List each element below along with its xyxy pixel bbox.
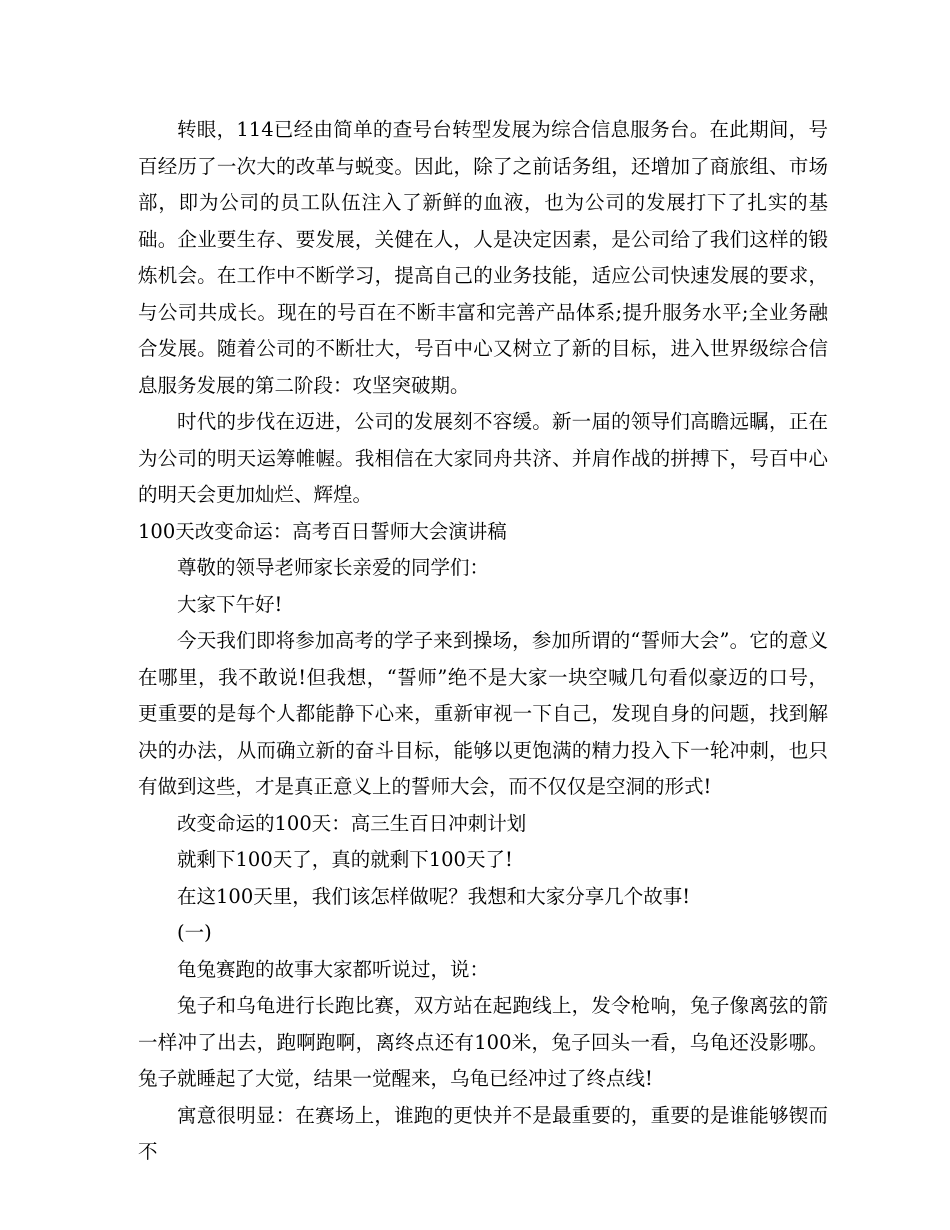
paragraph-100-days-left: 就剩下100天了，真的就剩下100天了! [177, 848, 513, 871]
paragraph-tortoise-hare-intro: 龟兔赛跑的故事大家都听说过，说： [177, 957, 490, 981]
paragraph-company-future: 时代的步伐在迈进，公司的发展刻不容缓。新一届的领导们高瞻远瞩，正在为公司的明天运筹帷幄。我相信在大家同舟共济、并肩作战的拼搏下，号百中心的明天会更加灿烂、辉煌。 [138, 410, 828, 506]
speech-salutation: 尊敬的领导老师家长亲爱的同学们： [177, 556, 490, 579]
paragraph-company-transformation: 转眼，114已经由简单的查号台转型发展为综合信息服务台。在此期间，号百经历了一次大的改革与蜕变。因此，除了之前话务组，还增加了商旅组、市场部，即为公司的员工队伍注入了新鲜的血液，也为公司的发展打下了扎实的基础。企业要生存、要发展，关健在人，人是决定因素，是公司给了我们这样的锻炼机会。在工作中不断学习，提高自己的业务技能，适应公司快速发展的要求，与公司共成长。现在的号百在不断丰富和完善产品体系;提升服务水平;全业务融合发展。随着公司的不断壮大，号百中心又树立了新的目标，进入世界级综合信息服务发展的第二阶段：攻坚突破期。 [138, 118, 828, 397]
paragraph-moral: 寓意很明显：在赛场上，谁跑的更快并不是最重要的，重要的是谁能够锲而不 [138, 1103, 828, 1163]
paragraph-share-stories: 在这100天里，我们该怎样做呢？我想和大家分享几个故事! [177, 884, 691, 908]
subheading-100-day-plan: 改变命运的100天：高三生百日冲刺计划 [177, 811, 527, 835]
speech-title: 100天改变命运：高考百日誓师大会演讲稿 [138, 519, 507, 543]
speech-greeting: 大家下午好! [177, 592, 283, 616]
section-marker-one: (一) [177, 921, 212, 944]
document-body [138, 112, 828, 1171]
paragraph-tortoise-hare-story: 兔子和乌龟进行长跑比赛，双方站在起跑线上，发令枪响，兔子像离弦的箭一样冲了出去，跑啊跑啊，离终点还有100米，兔子回头一看，乌龟还没影哪。兔子就睡起了大觉，结果一觉醒来，乌龟已经冲过了终点线! [138, 994, 828, 1090]
paragraph-oath-meaning: 今天我们即将参加高考的学子来到操场，参加所谓的“誓师大会”。它的意义在哪里，我不敢说!但我想，“誓师”绝不是大家一块空喊几句看似豪迈的口号，更重要的是每个人都能静下心来，重新审视一下自己，发现自身的问题，找到解决的办法，从而确立新的奋斗目标，能够以更饱满的精力投入下一轮冲刺，也只有做到这些，才是真正意义上的誓师大会，而不仅仅是空洞的形式! [138, 629, 828, 798]
